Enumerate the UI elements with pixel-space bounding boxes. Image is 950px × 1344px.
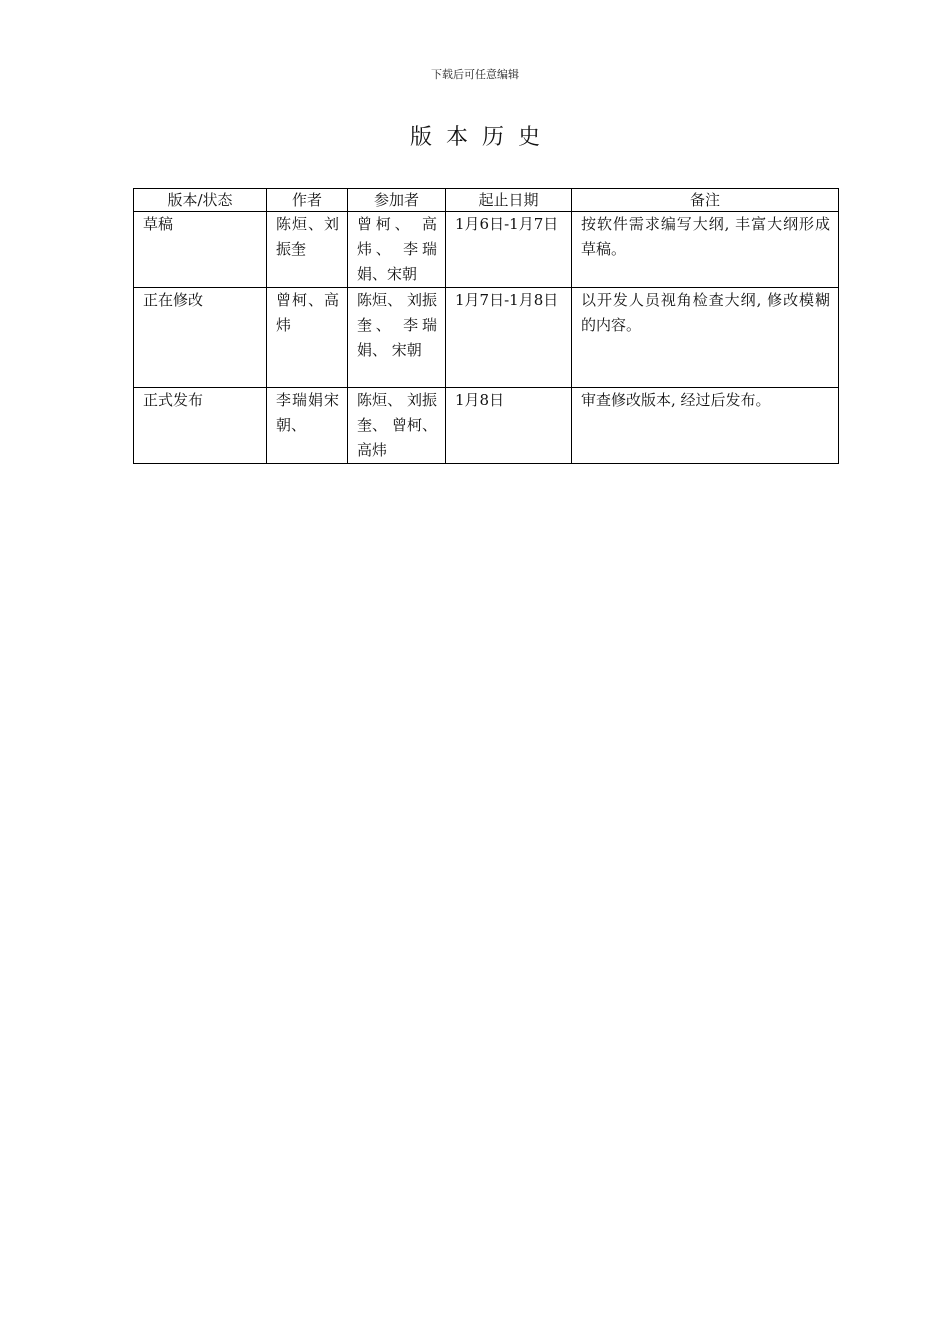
cell-note: 按软件需求编写大纲, 丰富大纲形成草稿。 (572, 212, 839, 288)
version-history-table (133, 188, 839, 464)
cell-dates: 1月8日 (446, 388, 572, 464)
column-header-status: 版本/状态 (134, 189, 267, 212)
table-row (134, 288, 839, 388)
header-note: 下载后可任意编辑 (431, 68, 519, 81)
cell-note: 以开发人员视角检查大纲, 修改模糊的内容。 (572, 288, 839, 388)
column-header-dates: 起止日期 (446, 189, 572, 212)
document-title: 版本历史 (409, 125, 554, 150)
cell-participants: 曾柯、 高炜、 李瑞娟、宋朝 (348, 212, 446, 288)
column-header-participants: 参加者 (348, 189, 446, 212)
cell-status: 草稿 (134, 212, 267, 288)
cell-author: 李瑞娟宋朝、 (267, 388, 348, 464)
cell-author: 陈烜、刘振奎 (267, 212, 348, 288)
cell-dates: 1月7日-1月8日 (446, 288, 572, 388)
cell-status: 正式发布 (134, 388, 267, 464)
cell-status: 正在修改 (134, 288, 267, 388)
table-row (134, 212, 839, 288)
cell-note: 审查修改版本, 经过后发布。 (572, 388, 839, 464)
cell-participants: 陈烜、 刘振奎、 曾柯、高炜 (348, 388, 446, 464)
column-header-author: 作者 (267, 189, 348, 212)
table-row (134, 388, 839, 464)
cell-author: 曾柯、高炜 (267, 288, 348, 388)
cell-dates: 1月6日-1月7日 (446, 212, 572, 288)
table-header-row (134, 189, 839, 212)
cell-participants: 陈烜、 刘振奎、 李瑞娟、 宋朝 (348, 288, 446, 388)
column-header-note: 备注 (572, 189, 839, 212)
